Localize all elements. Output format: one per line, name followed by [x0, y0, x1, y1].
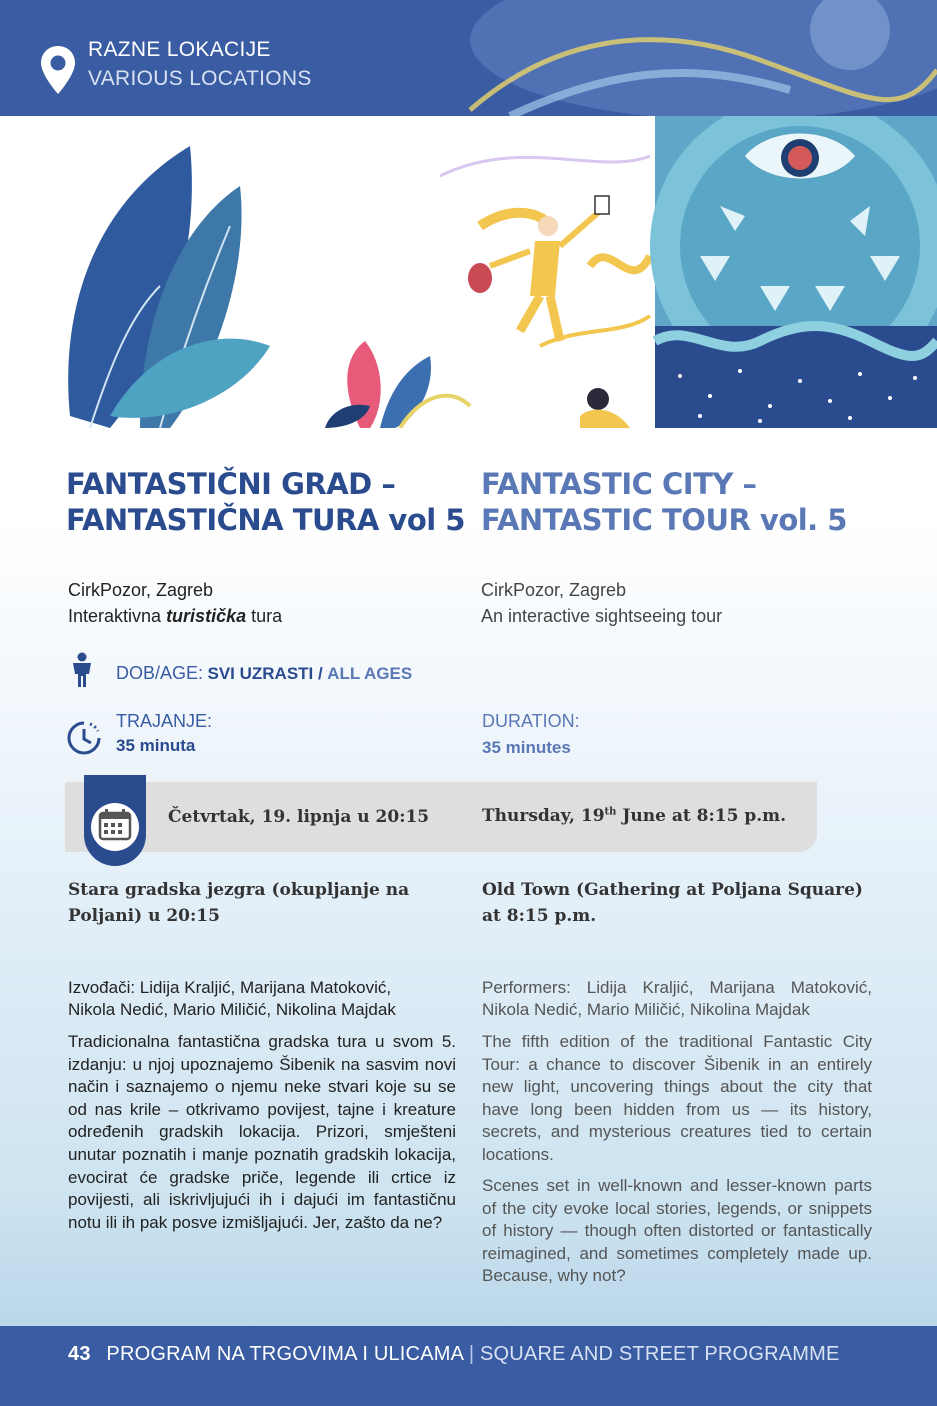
age-value-en: ALL AGES: [327, 664, 413, 683]
duration-value-en: 35 minutes: [482, 738, 571, 757]
person-icon: [70, 652, 94, 688]
title-croatian: [66, 466, 466, 538]
page-footer: [0, 1326, 937, 1406]
title-english: [481, 466, 911, 538]
footer-section-en: SQUARE AND STREET PROGRAMME: [479, 1343, 840, 1365]
venue-hr: Stara gradska jezgra (okupljanje na Poljani) u 20:15: [68, 880, 410, 926]
duration-label-hr: TRAJANJE:: [116, 711, 213, 731]
organizer-desc-en: An interactive sightseeing tour: [481, 606, 723, 626]
organizer-english: [481, 577, 722, 629]
age-row: [116, 663, 412, 684]
duration-value-hr: 35 minuta: [116, 736, 196, 755]
footer-section-hr: PROGRAM NA TRGOVIMA I ULICAMA: [106, 1343, 464, 1365]
title-en-line1: FANTASTIC CITY –: [481, 467, 757, 501]
organizer-desc-hr: Interaktivna turistička tura: [68, 606, 283, 626]
title-hr-line1: FANTASTIČNI GRAD –: [66, 467, 396, 501]
age-value-hr: SVI UZRASTI /: [207, 664, 323, 683]
footer-text: [68, 1343, 840, 1366]
page-header: [0, 0, 937, 116]
location-pin-icon: [40, 45, 76, 95]
calendar-badge: [76, 773, 154, 869]
location-label-hr: RAZNE LOKACIJE: [88, 38, 271, 61]
organizer-name-hr: CirkPozor, Zagreb: [68, 580, 214, 600]
performers-en: Performers: Lidija Kraljić, Marijana Matoković, Nikola Nedić, Mario Miličić, Nikolina Majdak: [482, 978, 872, 1019]
venue-en: Old Town (Gathering at Poljana Square) at 8:15 p.m.: [482, 880, 863, 926]
age-label: DOB/AGE:: [116, 663, 204, 683]
header-decoration: [430, 0, 937, 116]
page-number: 43: [68, 1343, 91, 1365]
location-label-en: VARIOUS LOCATIONS: [88, 67, 312, 90]
date-hr: Četvrtak, 19. lipnja u 20:15: [168, 807, 430, 827]
date-en: Thursday, 19th June at 8:15 p.m.: [482, 806, 787, 826]
organizer-croatian: [68, 577, 282, 629]
performers-hr: Izvođači: Lidija Kraljić, Marijana Matoković, Nikola Nedić, Mario Miličić, Nikolina Majdak: [68, 978, 396, 1019]
title-en-line2: FANTASTIC TOUR vol. 5: [481, 503, 847, 537]
title-hr-line2: FANTASTIČNA TURA vol 5: [66, 503, 465, 537]
clock-icon: [66, 720, 102, 756]
hero-illustration: [0, 116, 937, 428]
description-en-p1: The fifth edition of the traditional Fantastic City Tour: a chance to discover Šibenik in an entirely new light, uncovering things about the city that have long been hidden from us — its history, secrets, and mysterious creatures tied to certain locations.: [482, 1032, 872, 1164]
organizer-name-en: CirkPozor, Zagreb: [481, 580, 627, 600]
duration-label-en: DURATION:: [482, 711, 580, 731]
description-en-p2: Scenes set in well-known and lesser-known parts of the city evoke local stories, legends, or snippets of history — though often distorted or fantastically reimagined, and sometimes completely made up. Because, why not?: [482, 1176, 872, 1286]
description-hr: Tradicionalna fantastična gradska tura u svom 5. izdanju: u njoj upoznajemo Šibenik na sasvim novi način i saznajemo o njemu neke stvari koje su se od nas krile – otkrivamo povijest, tajne i kreature određenih gradskih lokacija. Prizori, smješteni unutar poznatih i manje poznatih gradskih lokacija, evocirat će gradske priče, legende ili crtice iz povijesti, ali iskrivljujući ih i dajući im fantastičnu notu ili ih pak posve izmišljajući. Jer, zašto da ne?: [68, 1032, 456, 1232]
footer-separator: |: [468, 1343, 475, 1365]
fantasy-city-artwork: [0, 116, 937, 428]
